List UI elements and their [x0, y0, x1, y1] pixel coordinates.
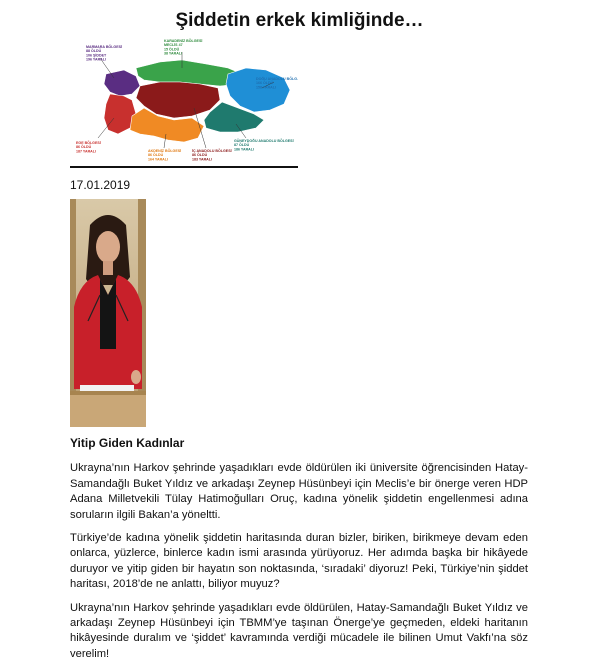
- map-region-dogu: [226, 68, 290, 112]
- map-label-ic-anadolu: İÇ ANADOLU BÖLGESİ 86 ÖLDÜ 183 YARALI: [192, 149, 232, 162]
- map-label-guneydogu: GÜNEYDOĞU ANADOLU BÖLGESİ 87 ÖLDÜ 186 YARALI: [234, 139, 294, 152]
- speaker-photo: [70, 199, 146, 427]
- speaker-portrait: [70, 199, 146, 427]
- map-label-akdeniz: AKDENİZ BÖLGESİ 86 ÖLDÜ 164 YARALI: [148, 149, 182, 162]
- article-paragraph: Türkiye’de kadına yönelik şiddetin haritasında duran bizler, biriken, birikmeye devam eden onlarca, yüzlerce, binlerce kadın ismi arasında yürüyoruz. Her adımda başka bir hikâyede duruyor ve yitip giden bir hayatın son noktasında, ‘sıradaki’ diyoruz! Peki, Türkiye’nin şiddet haritası, 2018’de ne anlattı, biliyor muyuz?: [70, 532, 528, 591]
- article-paragraph: Ukrayna’nın Harkov şehrinde yaşadıkları evde öldürülen, Hatay-Samandağlı Buket Yıldız ve arkadaşı Zeynep Hüsünbeyi için TBMM’ye taşınan Önerge’ye geçmeden, eldeki haritanın hikâyesinde duralım ve ‘şiddet’ kavramında verdiği mücadele ile bilinen Umut Vakfı’na söz verelim!: [70, 601, 528, 660]
- page-title: Şiddetin erkek kimliğinde…: [175, 10, 424, 31]
- article-body: [70, 436, 528, 670]
- article-paragraph: Ukrayna’nın Harkov şehrinde yaşadıkları evde öldürülen iki üniversite öğrencisinden Hatay-Samandağlı Buket Yıldız ve arkadaşı Zeynep Hüsünbeyi için Meclis’e bir önerge veren HDP Adana Milletvekili Tülay Hatimoğulları Oruç, kadına yönelik şiddetin engellenmesi adına soruların ilgili Bakan’a yöneltti.: [70, 462, 528, 521]
- map-region-marmara: [104, 70, 140, 96]
- map-label-dogu: DOĞU ANADOLU BÖLG. 166 ÖLDÜ 158 YARALI: [256, 77, 298, 90]
- map-bottom-rule: [70, 166, 298, 168]
- violence-map-image: [70, 38, 298, 166]
- map-label-karadeniz: KARADENİZ BÖLGESİ MECLİS 47 15 ÖLDÜ 38 YARALI: [164, 39, 203, 56]
- article-date: 17.01.2019: [70, 178, 131, 192]
- map-label-ege: EGE BÖLGESİ 86 ÖLDÜ 187 YARALI: [76, 141, 101, 154]
- turkey-region-map: [70, 38, 298, 166]
- map-label-marmara: MARMARA BÖLGESİ 88 ÖLDÜ 106 ŞİDDET 196 YARALI: [86, 45, 123, 62]
- article-subtitle: Yitip Giden Kadınlar: [70, 436, 185, 450]
